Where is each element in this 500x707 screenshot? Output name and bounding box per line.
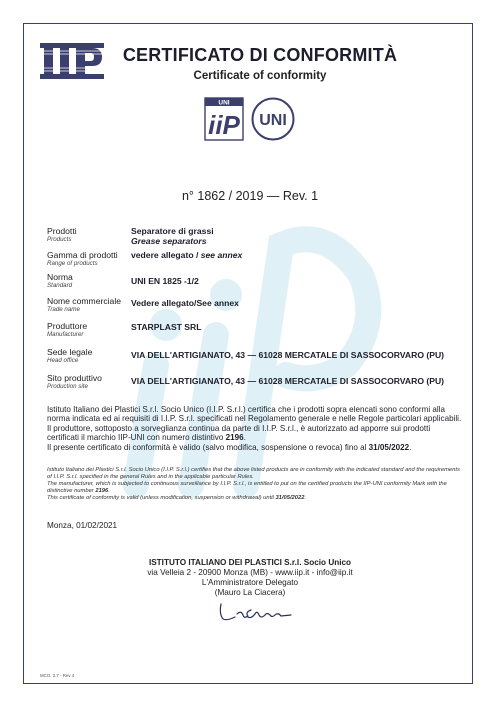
uni-mark-text: UNI [259, 112, 287, 129]
paragraph: Il produttore, sottoposto a sorveglianza continua da parte di I.I.P. S.r.l., è autorizzato ad apporre sui prodotti certificati il marchio IIP-UNI con numero distintivo 2196. [47, 423, 431, 443]
field-value: Vedere allegato/See annex [131, 298, 239, 308]
field-label: Sede legale [47, 347, 93, 357]
field-value: vedere allegato / [131, 250, 199, 260]
iip-logo [40, 43, 104, 79]
field-label: Nome commerciale [47, 296, 122, 306]
certificate-title: CERTIFICATO DI CONFORMITÀ [122, 45, 398, 65]
field-label: Gamma di prodotti [47, 250, 118, 260]
field-value-en: see annex [200, 250, 243, 260]
issuer-block [100, 558, 400, 598]
field-value: VIA DELL'ARTIGIANATO, 43 — 61028 MERCATALE DI SASSOCORVARO (PU) [131, 350, 445, 360]
certification-text-en [47, 467, 462, 502]
paragraph: Istituto Italiano dei Plastici S.r.l. Socio Unico (I.I.P. S.r.l.) certifica che i prodotti sopra elencati sono conformi alla norma indicata ed ai requisiti di I.I.P. S.r.l. specificati nel Regolamento generale e nelle Regole particolari applicabili. [47, 405, 462, 424]
field-value: UNI EN 1825 -1/2 [131, 276, 199, 286]
field-label: Produttore [47, 321, 88, 331]
certificate-subtitle: Certificate of conformity [193, 70, 327, 82]
iip-uni-marks [203, 96, 297, 142]
field-label: Sito produttivo [47, 373, 102, 383]
date-place: Monza, 01/02/2021 [47, 521, 118, 530]
field-label-en: Trade name [47, 306, 80, 313]
issuer-name: ISTITUTO ITALIANO DEI PLASTICI S.r.l. Socio Unico [148, 558, 352, 567]
field-label-en: Standard [47, 282, 73, 289]
field-label: Norma [47, 272, 73, 282]
field-label-en: Range of products [47, 260, 98, 267]
issuer-person: (Mauro La Ciacera) [214, 588, 286, 597]
issuer-address: via Velleia 2 - 20900 Monza (MB) - www.iip.it - info@iip.it [147, 568, 353, 577]
form-code: MCO. 3.7 - Rev 4 [40, 673, 75, 678]
field-label-en: Head office [47, 357, 79, 364]
field-label-en: Products [47, 236, 72, 243]
paragraph: This certificate of conformity is valid (unless modification, suspension or withdrawal) until 31/05/2022. [47, 495, 307, 502]
issuer-role: L'Amministratore Delegato [201, 578, 299, 587]
iip-mark-small-text: UNI [218, 99, 230, 107]
paragraph: The manufacturer, which is subjected to continuous surveillance by I.I.P. S.r.l., is entitled to put on the certified products the IIP-UNI conformity Mark with the distinctive number 2196. [47, 481, 447, 495]
field-label: Prodotti [47, 226, 77, 236]
field-value: VIA DELL'ARTIGIANATO, 43 — 61028 MERCATALE DI SASSOCORVARO (PU) [131, 376, 445, 386]
field-label-en: Manufacturer [47, 331, 84, 338]
field-label-en: Production site [47, 383, 88, 390]
field-value: Separatore di grassi [131, 226, 214, 236]
iip-mark-text: iiP [208, 110, 240, 140]
paragraph: Istituto Italiano dei Plastici S.r.l. Socio Unico (I.I.P. S.r.l.) certifies that the above listed products are in conformity with the indicated standard and the requirements of I.I.P. S.r.l. specified in the general Rules and in the applicable particular Rules. [47, 467, 460, 481]
paragraph: Il presente certificato di conformità è valido (salvo modifica, sospensione o revoca) fino al 31/05/2022. [47, 442, 412, 452]
certification-text-it [47, 405, 462, 452]
certificate-number: n° 1862 / 2019 — Rev. 1 [181, 189, 319, 203]
field-value: STARPLAST SRL [131, 322, 202, 332]
field-value-en: Grease separators [131, 236, 207, 246]
signature [215, 600, 295, 622]
